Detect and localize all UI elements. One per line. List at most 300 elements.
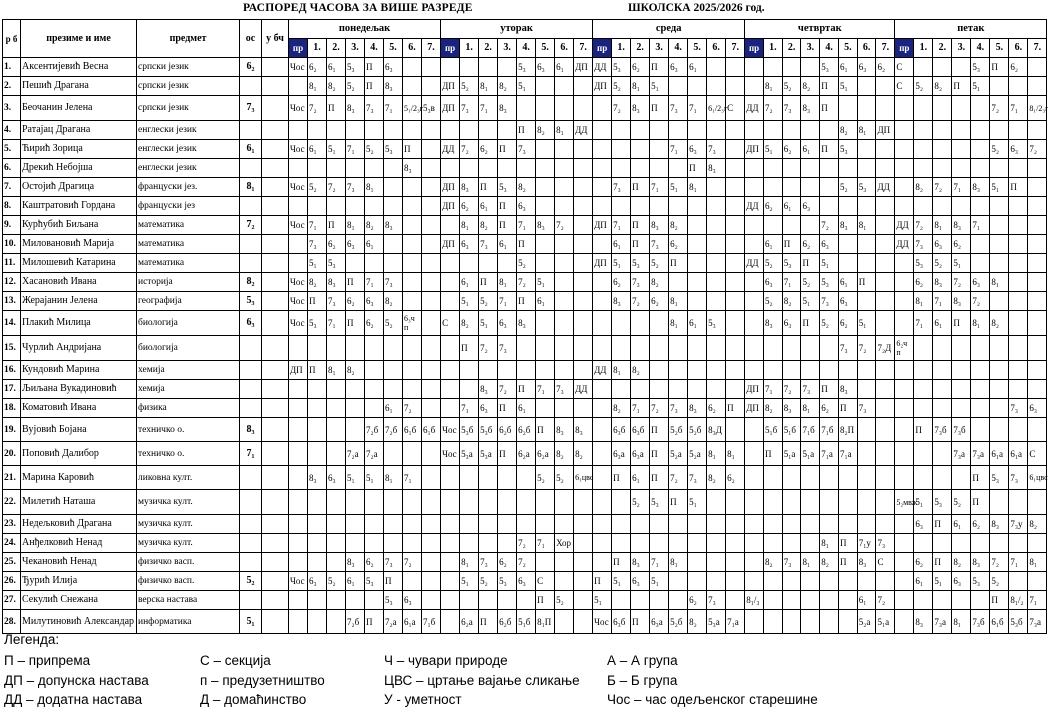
- period-cell: 5₃: [498, 178, 517, 197]
- period-cell: 5₁б: [782, 418, 801, 442]
- period-cell: 8₁/₃: [745, 591, 764, 610]
- period-cell: [346, 254, 365, 273]
- period-cell: [688, 121, 707, 140]
- period-cell: [971, 159, 990, 178]
- period-cell: [403, 442, 422, 466]
- period-cell: 7₂: [327, 178, 346, 197]
- period-cell: П: [498, 216, 517, 235]
- period-cell: 6₁: [498, 235, 517, 254]
- period-cell: П: [479, 610, 498, 634]
- period-cell: [838, 610, 857, 634]
- period-cell: [593, 380, 612, 399]
- period-cell: [1028, 235, 1047, 254]
- period-cell: [745, 178, 764, 197]
- period-cell: [952, 140, 971, 159]
- period-cell: [422, 121, 441, 140]
- period-cell: 7₂: [498, 380, 517, 399]
- subject-name: биологија: [137, 311, 240, 336]
- teacher-name: Аксентијевић Весна: [21, 58, 137, 77]
- period-cell: [555, 197, 574, 216]
- period-cell: [895, 159, 914, 178]
- period-cell: С: [895, 77, 914, 96]
- period-cell: 8₃: [838, 380, 857, 399]
- period-cell: 8₃: [555, 418, 574, 442]
- subject-name: енглески језик: [137, 140, 240, 159]
- period-cell: [763, 58, 782, 77]
- period-cell: [952, 121, 971, 140]
- period-cell: [688, 273, 707, 292]
- period-cell: 8₃: [517, 311, 536, 336]
- period-cell: 5₁: [838, 77, 857, 96]
- period-header: 6.: [857, 39, 876, 58]
- period-cell: [933, 466, 952, 490]
- period-cell: 7₃а: [971, 442, 990, 466]
- period-cell: ДП: [289, 361, 308, 380]
- period-cell: [990, 216, 1009, 235]
- row-number: 15.: [3, 336, 21, 361]
- row-number: 28.: [3, 610, 21, 634]
- period-cell: [801, 121, 820, 140]
- period-cell: ДД: [876, 178, 895, 197]
- period-cell: [1028, 572, 1047, 591]
- period-cell: П: [801, 311, 820, 336]
- period-cell: [479, 534, 498, 553]
- table-row: [3, 610, 1047, 634]
- period-cell: 6₁: [479, 197, 498, 216]
- period-cell: 5₂а: [688, 442, 707, 466]
- period-cell: 7₂: [403, 399, 422, 418]
- period-cell: [441, 610, 460, 634]
- period-cell: [707, 534, 726, 553]
- ubc-cell: [262, 466, 289, 490]
- ubc-cell: [262, 159, 289, 178]
- period-cell: [971, 140, 990, 159]
- period-cell: 6₂: [308, 58, 327, 77]
- period-cell: [403, 77, 422, 96]
- period-cell: 7₁: [346, 140, 365, 159]
- ubc-cell: [262, 178, 289, 197]
- period-cell: [782, 534, 801, 553]
- period-cell: П: [517, 121, 536, 140]
- period-cell: 6₃а: [612, 442, 631, 466]
- period-cell: [707, 515, 726, 534]
- period-cell: [990, 399, 1009, 418]
- period-cell: [289, 591, 308, 610]
- legend-item: Д – домаћинство: [200, 692, 307, 707]
- period-header: 4.: [517, 39, 536, 58]
- period-cell: [707, 490, 726, 515]
- period-cell: ДД: [745, 96, 764, 121]
- period-cell: 8₁: [365, 178, 384, 197]
- homeroom-class: [240, 254, 262, 273]
- period-cell: [838, 235, 857, 254]
- period-cell: 6₂: [971, 515, 990, 534]
- period-cell: [745, 442, 764, 466]
- page-title: РАСПОРЕД ЧАСОВА ЗА ВИШЕ РАЗРЕДЕ: [243, 2, 473, 14]
- row-number: 6.: [3, 159, 21, 178]
- period-cell: П: [990, 58, 1009, 77]
- period-cell: [346, 490, 365, 515]
- period-header: 1.: [460, 39, 479, 58]
- day-header: петак: [895, 20, 1047, 39]
- period-cell: [669, 515, 688, 534]
- period-cell: [669, 159, 688, 178]
- period-cell: [820, 197, 839, 216]
- period-cell: 6₁: [952, 515, 971, 534]
- period-cell: [857, 254, 876, 273]
- period-cell: [895, 553, 914, 572]
- period-cell: 8₃: [308, 466, 327, 490]
- period-cell: П: [403, 140, 422, 159]
- period-cell: 7₂: [517, 534, 536, 553]
- period-cell: П: [820, 77, 839, 96]
- period-cell: [1028, 197, 1047, 216]
- period-cell: ДП: [593, 77, 612, 96]
- period-cell: 8₂: [612, 399, 631, 418]
- period-cell: [422, 572, 441, 591]
- period-cell: [422, 292, 441, 311]
- period-cell: П: [1009, 178, 1028, 197]
- period-header: 2.: [327, 39, 346, 58]
- period-cell: 6₂б: [498, 610, 517, 634]
- period-cell: 8₁: [801, 553, 820, 572]
- period-cell: 7₃: [707, 140, 726, 159]
- period-cell: [857, 159, 876, 178]
- period-cell: 7₃: [857, 399, 876, 418]
- period-cell: [650, 121, 669, 140]
- period-cell: 7₁б: [422, 610, 441, 634]
- period-cell: [876, 254, 895, 273]
- period-cell: [308, 418, 327, 442]
- period-cell: [971, 254, 990, 273]
- period-cell: [876, 466, 895, 490]
- period-cell: 8₁: [555, 121, 574, 140]
- period-cell: [593, 534, 612, 553]
- period-cell: [782, 178, 801, 197]
- row-number: 3.: [3, 96, 21, 121]
- header-subject: предмет: [137, 20, 240, 58]
- row-number: 20.: [3, 442, 21, 466]
- period-cell: 5₁: [820, 254, 839, 273]
- period-cell: 7₃б: [952, 418, 971, 442]
- period-cell: [631, 159, 650, 178]
- period-cell: [745, 490, 764, 515]
- period-cell: [707, 58, 726, 77]
- period-cell: [536, 490, 555, 515]
- table-row: [3, 515, 1047, 534]
- period-cell: [631, 591, 650, 610]
- period-cell: 6₃: [479, 399, 498, 418]
- period-cell: 8₁: [1028, 553, 1047, 572]
- teacher-name: Жерајанин Јелена: [21, 292, 137, 311]
- period-cell: 8₃: [536, 216, 555, 235]
- period-cell: 5₂: [308, 178, 327, 197]
- period-cell: [384, 197, 403, 216]
- period-cell: [763, 361, 782, 380]
- ubc-cell: [262, 121, 289, 140]
- period-cell: 8₂: [763, 399, 782, 418]
- period-cell: 8₃: [952, 292, 971, 311]
- period-cell: [726, 77, 745, 96]
- period-cell: [933, 591, 952, 610]
- period-header: 2.: [631, 39, 650, 58]
- period-cell: ДП: [745, 140, 764, 159]
- ubc-cell: [262, 418, 289, 442]
- period-cell: 8₁: [384, 466, 403, 490]
- period-cell: [384, 361, 403, 380]
- period-cell: 5₁: [650, 77, 669, 96]
- period-cell: [838, 254, 857, 273]
- period-cell: [707, 336, 726, 361]
- period-cell: [593, 553, 612, 572]
- period-cell: 6₃: [403, 591, 422, 610]
- period-cell: [308, 442, 327, 466]
- period-cell: [971, 361, 990, 380]
- period-cell: [745, 311, 764, 336]
- ubc-cell: [262, 311, 289, 336]
- period-cell: [669, 273, 688, 292]
- period-cell: [745, 534, 764, 553]
- period-cell: [952, 361, 971, 380]
- row-number: 25.: [3, 553, 21, 572]
- period-cell: 6₂: [726, 466, 745, 490]
- legend-title: Легенда:: [4, 632, 60, 647]
- period-cell: [745, 361, 764, 380]
- period-cell: П: [327, 216, 346, 235]
- row-number: 7.: [3, 178, 21, 197]
- period-cell: [914, 121, 933, 140]
- period-cell: 7₃: [384, 553, 403, 572]
- period-cell: 5₂: [555, 466, 574, 490]
- period-cell: 5₂: [782, 77, 801, 96]
- period-cell: 6₁: [688, 58, 707, 77]
- period-cell: П: [650, 466, 669, 490]
- period-cell: [346, 591, 365, 610]
- period-cell: 6₁: [612, 235, 631, 254]
- period-cell: [707, 361, 726, 380]
- period-cell: [971, 121, 990, 140]
- period-cell: [895, 380, 914, 399]
- period-cell: 6₂б: [517, 418, 536, 442]
- period-cell: [346, 121, 365, 140]
- period-cell: [838, 159, 857, 178]
- period-cell: 6₂: [631, 58, 650, 77]
- period-cell: [990, 361, 1009, 380]
- table-row: [3, 399, 1047, 418]
- period-cell: [498, 515, 517, 534]
- period-cell: 8₂: [384, 292, 403, 311]
- table-row: [3, 466, 1047, 490]
- period-cell: Чос: [289, 273, 308, 292]
- period-cell: [707, 121, 726, 140]
- period-cell: 6₂а: [517, 442, 536, 466]
- period-cell: П: [838, 553, 857, 572]
- period-cell: 8₂: [346, 361, 365, 380]
- period-cell: П: [593, 572, 612, 591]
- period-cell: 7₁: [1009, 553, 1028, 572]
- period-cell: 5₂: [763, 292, 782, 311]
- period-cell: 7₃: [876, 534, 895, 553]
- period-cell: [1028, 336, 1047, 361]
- legend-item: П – припрема: [4, 653, 91, 668]
- teacher-name: Секулић Снежана: [21, 591, 137, 610]
- period-cell: [726, 515, 745, 534]
- period-cell: [536, 197, 555, 216]
- period-cell: [876, 361, 895, 380]
- period-cell: 5₁: [688, 490, 707, 515]
- period-cell: [289, 121, 308, 140]
- period-cell: 6₂: [801, 235, 820, 254]
- subject-name: биологија: [137, 336, 240, 361]
- period-cell: [726, 292, 745, 311]
- period-cell: 6₂: [914, 273, 933, 292]
- period-cell: [384, 121, 403, 140]
- period-cell: 8₂: [933, 77, 952, 96]
- period-cell: [782, 121, 801, 140]
- period-cell: 6₂: [650, 292, 669, 311]
- period-cell: 6₃: [346, 235, 365, 254]
- period-cell: ДД: [593, 58, 612, 77]
- period-cell: [365, 159, 384, 178]
- legend-item: Б – Б група: [607, 673, 678, 688]
- homeroom-class: 5₂: [240, 572, 262, 591]
- period-cell: 6₃: [971, 273, 990, 292]
- period-cell: 6₂: [688, 591, 707, 610]
- period-cell: 7₁: [650, 553, 669, 572]
- period-cell: 7₂: [612, 96, 631, 121]
- period-cell: ДД: [593, 361, 612, 380]
- period-cell: [308, 534, 327, 553]
- period-cell: [365, 121, 384, 140]
- homeroom-class: [240, 380, 262, 399]
- table-row: [3, 121, 1047, 140]
- period-cell: 6₂: [346, 292, 365, 311]
- period-cell: 6₃: [688, 140, 707, 159]
- period-cell: 5₂: [801, 273, 820, 292]
- subject-name: француски јез: [137, 197, 240, 216]
- period-cell: 6₃: [952, 572, 971, 591]
- period-header: 5.: [688, 39, 707, 58]
- period-cell: [1028, 273, 1047, 292]
- subject-name: математика: [137, 254, 240, 273]
- period-cell: [460, 380, 479, 399]
- period-cell: 8₂: [631, 361, 650, 380]
- period-cell: П: [308, 361, 327, 380]
- period-cell: Чос: [441, 442, 460, 466]
- period-cell: 8₂: [952, 553, 971, 572]
- period-cell: 8₃: [763, 311, 782, 336]
- period-header: 2.: [479, 39, 498, 58]
- period-cell: 7₂: [1028, 140, 1047, 159]
- period-cell: [593, 515, 612, 534]
- period-cell: 5₂: [820, 311, 839, 336]
- period-cell: [1009, 121, 1028, 140]
- period-cell: [726, 418, 745, 442]
- period-cell: [782, 361, 801, 380]
- period-cell: [726, 235, 745, 254]
- period-cell: [346, 380, 365, 399]
- period-cell: 6₃: [517, 572, 536, 591]
- ubc-cell: [262, 442, 289, 466]
- period-cell: [820, 361, 839, 380]
- period-cell: [688, 235, 707, 254]
- period-cell: [327, 380, 346, 399]
- period-cell: [782, 216, 801, 235]
- period-cell: [574, 534, 593, 553]
- period-cell: [876, 442, 895, 466]
- period-cell: 5₂: [990, 572, 1009, 591]
- period-cell: [990, 197, 1009, 216]
- period-cell: [574, 572, 593, 591]
- period-cell: [574, 140, 593, 159]
- period-cell: [990, 380, 1009, 399]
- period-cell: 7₃: [669, 96, 688, 121]
- period-cell: 6₃: [1009, 140, 1028, 159]
- period-cell: [422, 235, 441, 254]
- period-cell: 7₁: [327, 311, 346, 336]
- period-cell: [820, 490, 839, 515]
- period-cell: 5₁а: [782, 442, 801, 466]
- row-number: 13.: [3, 292, 21, 311]
- period-cell: 6₃: [536, 58, 555, 77]
- period-cell: [895, 466, 914, 490]
- period-cell: 6₃: [1028, 399, 1047, 418]
- period-cell: [876, 235, 895, 254]
- period-cell: 8₃: [631, 96, 650, 121]
- period-cell: 7₁: [952, 178, 971, 197]
- period-cell: [555, 490, 574, 515]
- period-cell: П: [365, 77, 384, 96]
- period-cell: [726, 273, 745, 292]
- period-cell: [574, 178, 593, 197]
- period-cell: 8₁: [669, 292, 688, 311]
- period-cell: 5₃: [346, 58, 365, 77]
- period-cell: [933, 336, 952, 361]
- period-cell: [745, 235, 764, 254]
- period-cell: 5₃: [933, 490, 952, 515]
- teacher-name: Милутиновић Александар: [21, 610, 137, 634]
- period-cell: 7₁: [536, 534, 555, 553]
- period-cell: [726, 380, 745, 399]
- period-cell: [801, 361, 820, 380]
- period-cell: [895, 591, 914, 610]
- period-cell: [857, 515, 876, 534]
- period-cell: [726, 553, 745, 572]
- period-cell: [498, 159, 517, 178]
- period-cell: [933, 197, 952, 216]
- period-cell: [289, 534, 308, 553]
- period-cell: 7₃: [782, 96, 801, 121]
- teacher-name: Дрекић Небојша: [21, 159, 137, 178]
- period-cell: П: [308, 292, 327, 311]
- period-cell: [574, 292, 593, 311]
- period-cell: [536, 159, 555, 178]
- teacher-name: Хасановић Ивана: [21, 273, 137, 292]
- period-cell: [838, 197, 857, 216]
- subject-name: музичка култ.: [137, 490, 240, 515]
- period-cell: [403, 515, 422, 534]
- period-cell: 8₃: [933, 273, 952, 292]
- table-row: [3, 380, 1047, 399]
- period-cell: 7₁а: [820, 442, 839, 466]
- period-cell: 5₁: [536, 273, 555, 292]
- period-cell: [308, 553, 327, 572]
- period-cell: П: [327, 96, 346, 121]
- period-cell: [876, 77, 895, 96]
- homeroom-class: 7₂: [240, 216, 262, 235]
- period-cell: [669, 591, 688, 610]
- period-cell: 5₃: [782, 254, 801, 273]
